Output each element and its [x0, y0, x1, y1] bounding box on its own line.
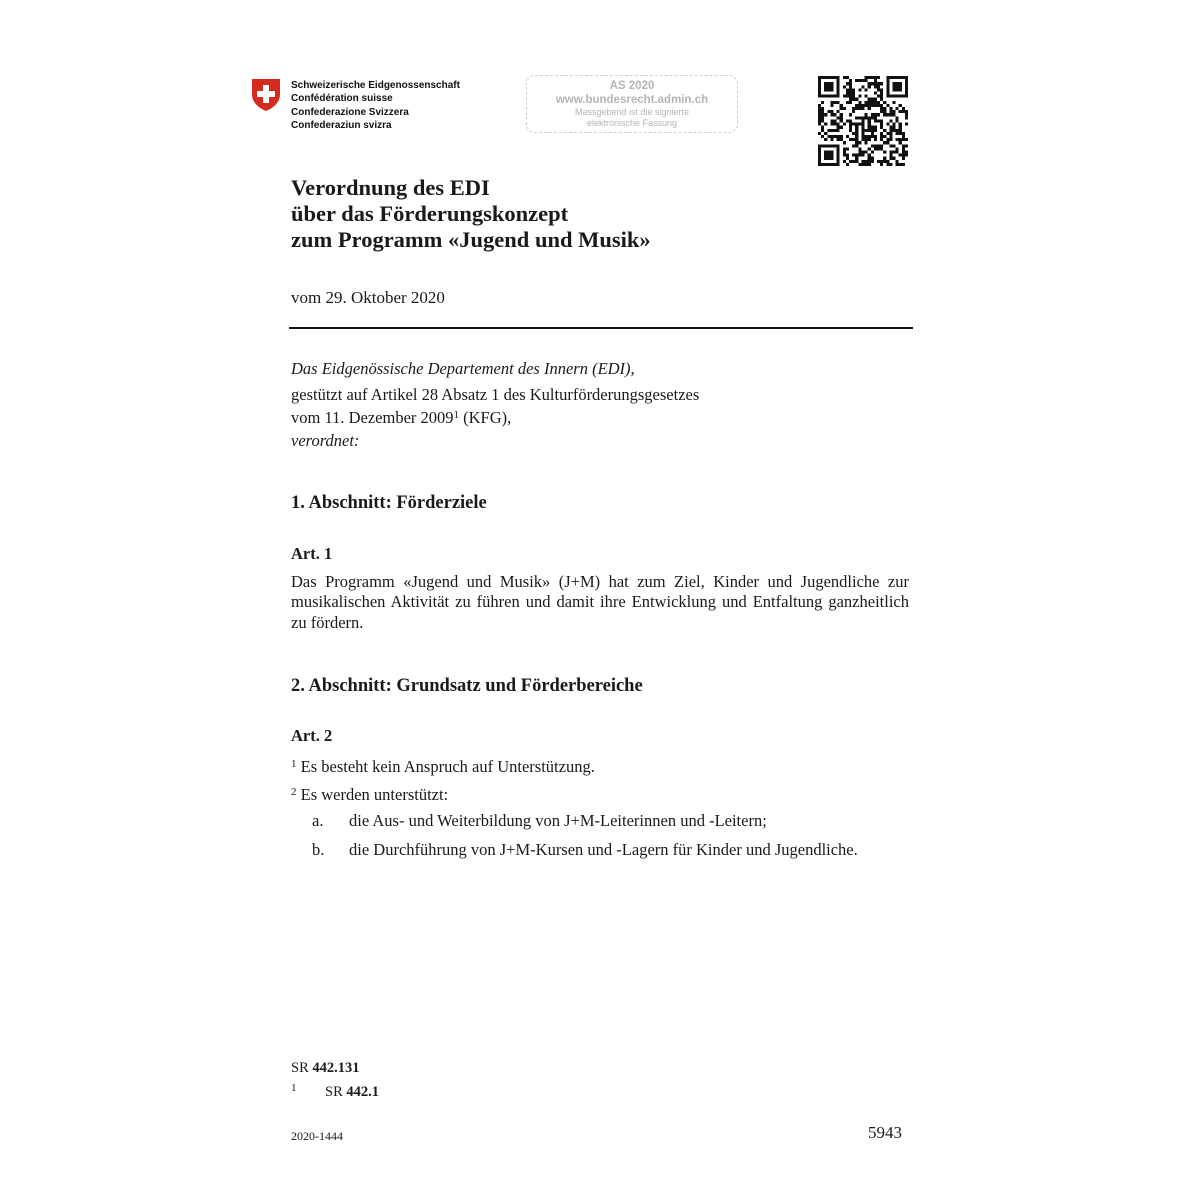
title-line-3: zum Programm «Jugend und Musik»	[291, 227, 651, 252]
title-divider	[289, 327, 913, 329]
qr-code-modules	[818, 76, 908, 166]
preamble-decrees: verordnet:	[291, 431, 360, 450]
page-number: 5943	[868, 1123, 902, 1142]
title-line-1: Verordnung des EDI	[291, 175, 490, 200]
paragraph-number-1: 1	[291, 758, 297, 770]
confederation-name	[291, 79, 460, 132]
preamble-authority: Das Eidgenössische Departement des Innern (EDI),	[291, 359, 635, 378]
article-1-heading: Art. 1	[291, 544, 333, 563]
confederation-line-fr: Confédération suisse	[291, 93, 393, 105]
sr-prefix: SR	[291, 1060, 313, 1076]
paragraph-2-text: Es werden unterstützt:	[296, 785, 449, 804]
enactment-date: vom 29. Oktober 2020	[291, 288, 445, 307]
footnote-1-number: 1	[291, 1082, 297, 1094]
preamble-basis-abbrev: (KFG),	[459, 408, 512, 427]
document-number: 2020-1444	[291, 1129, 343, 1143]
article-1-text: Das Programm «Jugend und Musik» (J+M) hat zum Ziel, Kinder und Jugendliche zur musikalischen Aktivität zu führen und damit ihre Entwicklung und Entfaltung ganzheitlich zu fördern.	[291, 572, 909, 632]
stamp-note-1: Massgebend ist die signierte	[574, 107, 690, 117]
stamp-url[interactable]: www.bundesrecht.admin.ch	[555, 94, 709, 106]
footnote-1-sr-number: 442.1	[346, 1084, 379, 1100]
official-publication-stamp	[526, 75, 738, 133]
list-item-b-mark: b.	[312, 840, 325, 859]
section-2-heading: 2. Abschnitt: Grundsatz und Förderbereiche	[291, 676, 643, 696]
stamp-note-2: elektronische Fassung	[586, 118, 678, 128]
article-2-paragraph-2	[291, 782, 448, 805]
list-item-b-text: die Durchführung von J+M-Kursen und -Lagern für Kinder und Jugendliche.	[349, 840, 858, 859]
confederation-line-de: Schweizerische Eidgenossenschaft	[291, 80, 460, 91]
title-line-2: über das Förderungskonzept	[291, 201, 569, 226]
preamble-basis-line-2	[291, 405, 511, 428]
preamble-basis-date: vom 11. Dezember 2009	[291, 408, 454, 427]
paragraph-1-text: Es besteht kein Anspruch auf Unterstützung.	[296, 757, 595, 776]
paragraph-number-2: 2	[291, 786, 297, 798]
swiss-cross-icon	[251, 78, 281, 112]
qr-code-icon	[818, 76, 908, 166]
section-1-heading: 1. Abschnitt: Förderziele	[291, 493, 487, 513]
sr-reference	[291, 1059, 360, 1078]
confederation-line-rm: Confederaziun svizra	[291, 119, 392, 131]
list-item-a-mark: a.	[312, 811, 324, 830]
footnote-reference-1[interactable]: 1	[453, 409, 460, 421]
sr-number: 442.131	[312, 1060, 360, 1076]
footnote-1	[291, 1079, 379, 1102]
list-item-a-text: die Aus- und Weiterbildung von J+M-Leiterinnen und -Leitern;	[349, 811, 767, 830]
footnote-1-prefix: SR	[325, 1084, 347, 1100]
preamble-basis-line-1: gestützt auf Artikel 28 Absatz 1 des Kulturförderungsgesetzes	[291, 385, 700, 404]
article-2-heading: Art. 2	[291, 726, 333, 745]
stamp-collection: AS 2020	[609, 80, 655, 92]
confederation-line-it: Confederazione Svizzera	[291, 106, 409, 118]
document-title	[291, 175, 651, 253]
article-2-paragraph-1	[291, 754, 595, 777]
